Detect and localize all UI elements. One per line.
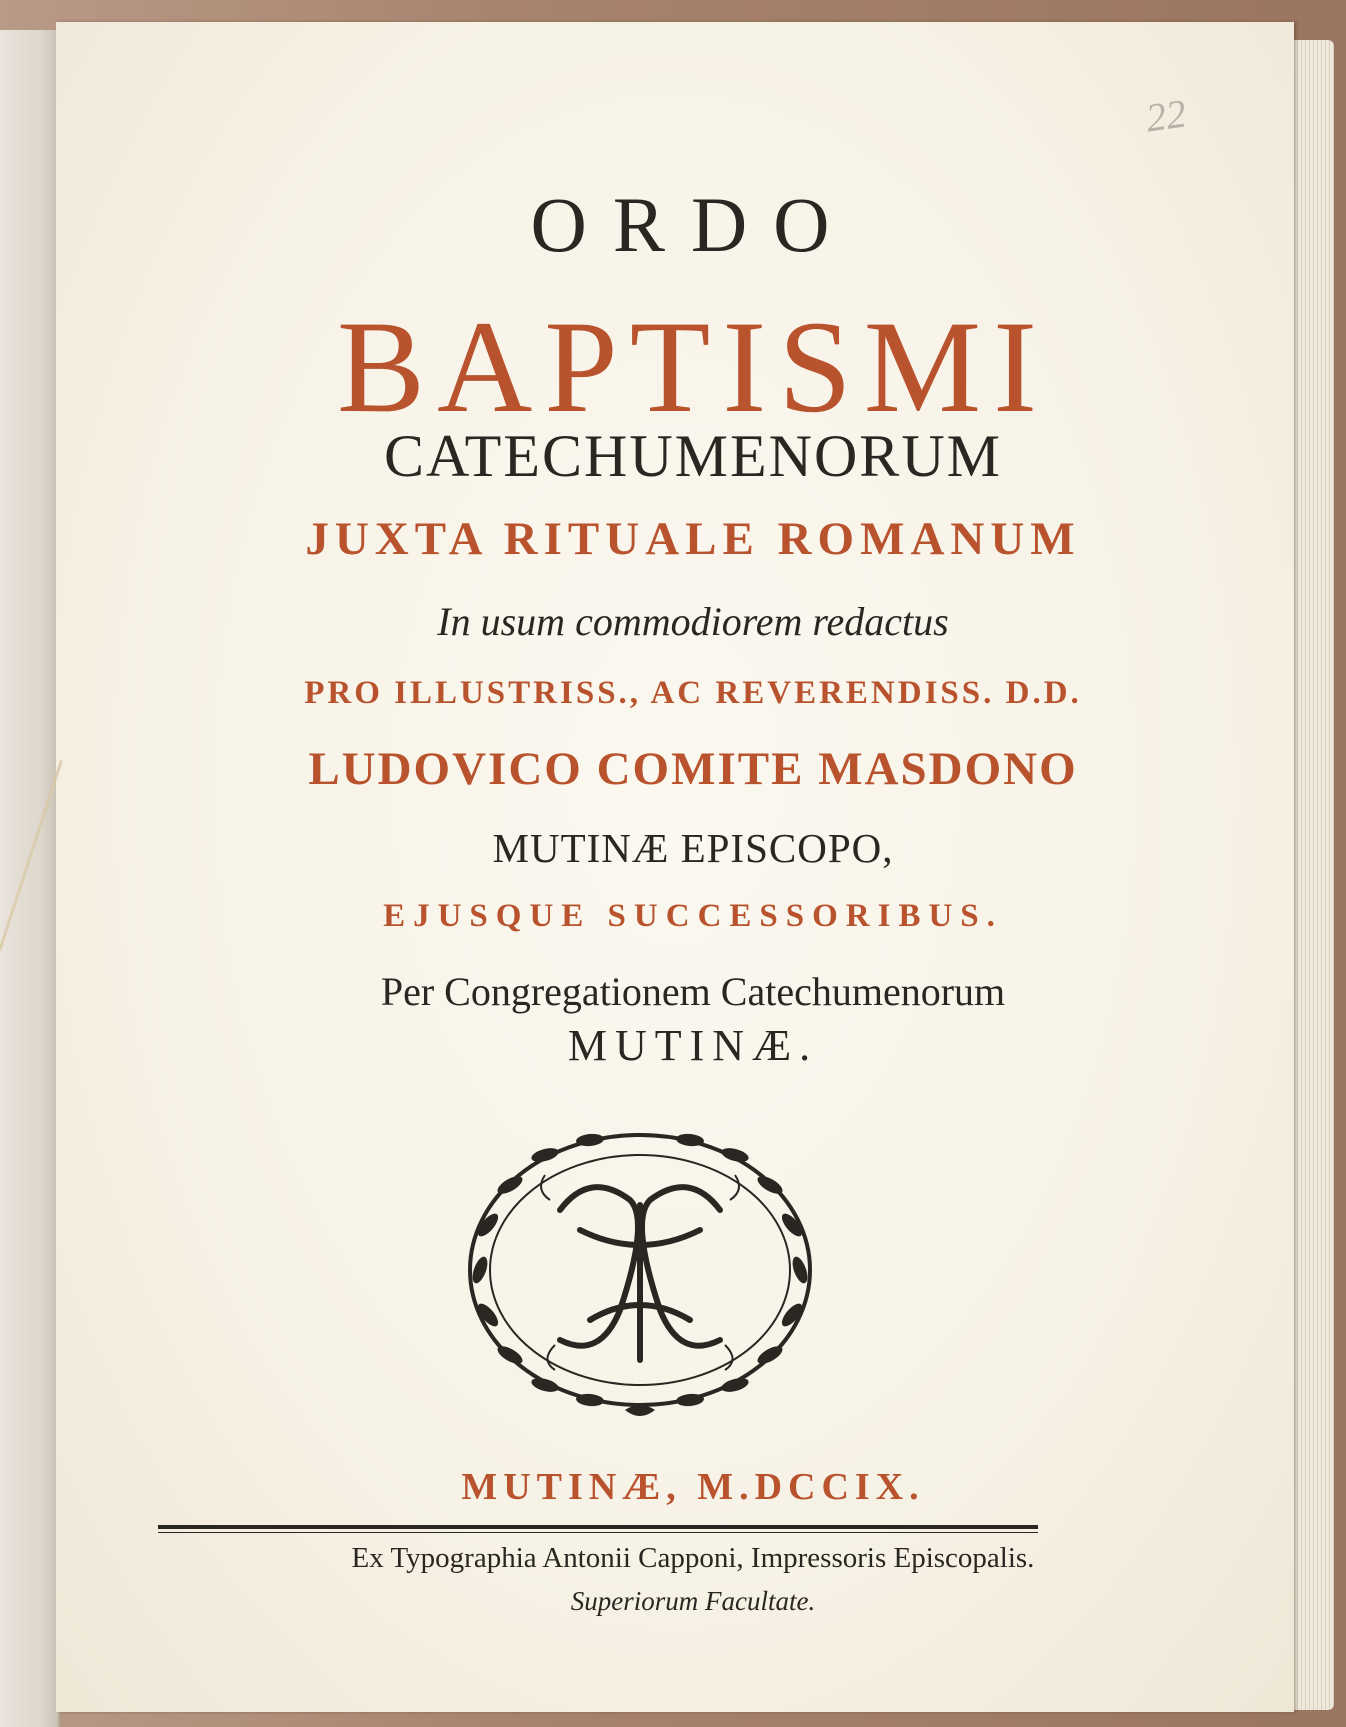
title-catechumenorum: CATECHUMENORUM (383, 423, 1003, 489)
imprint-license: Superiorum Facultate. (570, 1586, 816, 1616)
title-ordo: ORDO (530, 181, 856, 268)
title-ludovico: LUDOVICO COMITE MASDONO (308, 743, 1078, 795)
imprint-printer: Ex Typographia Antonii Capponi, Impressoris Episcopalis. (351, 1542, 1035, 1574)
title-mutinae: MUTINÆ. (567, 1021, 819, 1070)
title-pro-illustriss: PRO ILLUSTRISS., AC REVERENDISS. D.D. (304, 675, 1082, 711)
title-juxta-rituale: JUXTA RITUALE ROMANUM (305, 513, 1081, 565)
title-mutinae-episcopo: MUTINÆ EPISCOPO, (492, 825, 894, 871)
title-in-usum: In usum commodiorem redactus (437, 599, 949, 644)
title-baptismi: BAPTISMI (336, 293, 1050, 440)
title-ejusque: EJUSQUE SUCCESSORIBUS. (383, 898, 1003, 934)
imprint-rule-thin (158, 1532, 1038, 1533)
pencil-page-marking: 22 (1143, 90, 1189, 141)
imprint-place-date: MUTINÆ, M.DCCIX. (461, 1466, 925, 1508)
title-per-congregationem: Per Congregationem Catechumenorum (380, 969, 1006, 1014)
imprint-rule (158, 1525, 1038, 1529)
wreath-monogram-ornament (440, 1110, 840, 1430)
